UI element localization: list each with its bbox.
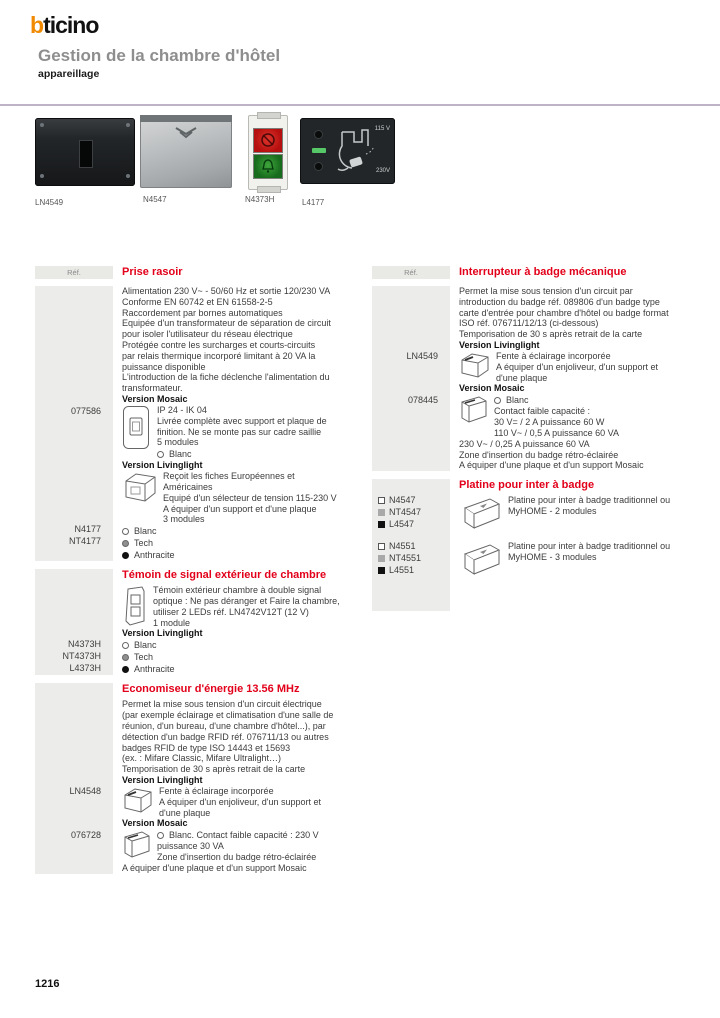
color-label: Tech bbox=[134, 651, 154, 662]
product-ref-label: N4373H bbox=[245, 195, 275, 204]
color-label: Blanc bbox=[169, 448, 192, 459]
product-photo-n4373h bbox=[245, 115, 288, 204]
badge-holder-photo bbox=[140, 115, 232, 188]
color-label: Blanc. Contact faible capacité : 230 V bbox=[169, 829, 319, 840]
finish-swatch-anthracite-icon bbox=[378, 521, 385, 528]
product-ref: 076728 bbox=[70, 830, 101, 841]
ref-column bbox=[35, 286, 113, 561]
variant-text: Platine pour inter à badge traditionnel ou MyHOME - 2 modules bbox=[508, 495, 671, 516]
livinglight-module-icon bbox=[122, 471, 158, 503]
color-option bbox=[122, 549, 351, 561]
badge-slot-module-icon bbox=[459, 351, 491, 379]
signal-module-icon bbox=[122, 585, 148, 627]
variant-text: Fente à éclairage incorporée A équiper d'un enjoliveur, d'un support et d'une plaque bbox=[496, 350, 659, 383]
product-photo-l4177 bbox=[300, 118, 395, 207]
platine-cover-icon bbox=[459, 495, 503, 531]
finish-swatch-tech-icon bbox=[378, 555, 385, 562]
product-ref: N4177 bbox=[74, 524, 101, 534]
product-ref: 078445 bbox=[407, 395, 438, 405]
description-text: Témoin extérieur chambre à double signal optique : Ne pas déranger et Faire la chambre, utiliser 2 LEDs réf. LN4742V12T (12 V) 1 module bbox=[153, 585, 340, 628]
product-photo-n4547 bbox=[140, 115, 232, 204]
version-heading: Version Livinglight bbox=[122, 628, 203, 639]
product-ref: NT4373H bbox=[62, 651, 101, 662]
color-option bbox=[122, 639, 351, 651]
page-subtitle: appareillage bbox=[38, 68, 100, 80]
product-ref: LN4549 bbox=[406, 351, 438, 361]
make-room-lens bbox=[253, 154, 283, 179]
badge-reader-photo bbox=[35, 118, 135, 186]
finish-swatch-anthracite-icon bbox=[378, 567, 385, 574]
product-ref: 077586 bbox=[70, 406, 101, 416]
voltage-label-bottom: 230V bbox=[375, 168, 390, 174]
version-heading: Version Livinglight bbox=[459, 339, 540, 350]
variant-text: Contact faible capacité : 30 V= / 2 A puissance 60 W 110 V~ / 0,5 A puissance 60 VA bbox=[494, 406, 620, 438]
color-option bbox=[122, 537, 351, 549]
page-title: Gestion de la chambre d'hôtel bbox=[38, 46, 281, 65]
finish-swatch-blanc-icon bbox=[378, 543, 385, 550]
ref-column bbox=[35, 569, 113, 675]
product-ref: NT4177 bbox=[68, 536, 101, 546]
ref-column bbox=[372, 479, 450, 611]
finish-swatch-tech-icon bbox=[378, 509, 385, 516]
version-heading: Version Mosaic bbox=[459, 383, 525, 394]
product-photo-row bbox=[0, 112, 720, 207]
variant-text: Fente à éclairage incorporée A équiper d'un enjoliveur, d'un support et d'une plaque bbox=[159, 785, 322, 818]
version-heading: Version Livinglight bbox=[122, 460, 203, 471]
product-ref: L4373H bbox=[69, 663, 101, 674]
color-swatch-tech-icon bbox=[122, 654, 129, 661]
header-divider bbox=[0, 104, 720, 106]
ref-column-header: Réf. bbox=[35, 266, 113, 279]
bell-icon bbox=[254, 155, 282, 178]
section-title-platine: Platine pour inter à badge bbox=[459, 479, 595, 492]
product-ref: N4373H bbox=[67, 639, 101, 650]
badge-slot-module-icon bbox=[122, 786, 154, 814]
variant-text: Reçoit les fiches Européennes et Américaines Equipé d'un sélecteur de tension 115-230 V A équiper d'un support et d'une plaque 3 modules bbox=[163, 471, 337, 525]
variant-text: Platine pour inter à badge traditionnel ou MyHOME - 3 modules bbox=[508, 541, 671, 562]
product-ref: LN4548 bbox=[69, 786, 101, 797]
color-label: Blanc bbox=[506, 394, 529, 405]
color-option bbox=[494, 394, 688, 406]
color-swatch-blanc-icon bbox=[122, 528, 129, 535]
finish-swatch-blanc-icon bbox=[378, 497, 385, 504]
color-option bbox=[122, 651, 351, 663]
shaver-socket-photo bbox=[300, 118, 395, 184]
chevron-mark-icon bbox=[174, 127, 198, 139]
color-label: Anthracite bbox=[134, 663, 175, 674]
description-text: Permet la mise sous tension d'un circuit par introduction du badge réf. 089806 d'un badge type carte d'entrée pour chambre d'hôtel ou badge format ISO réf. 076711/12/13 (ci-dessous) Temporisation de 30 s après retrait de la carte bbox=[459, 286, 669, 340]
no-disturb-icon bbox=[254, 129, 282, 152]
logo-rest: ticino bbox=[43, 12, 99, 38]
product-ref: L4551 bbox=[389, 565, 415, 576]
version-heading: Version Livinglight bbox=[122, 774, 203, 785]
bticino-logo bbox=[30, 12, 98, 39]
section-title-economiseur: Economiseur d'énergie 13.56 MHz bbox=[122, 683, 300, 696]
product-photo-ln4549 bbox=[35, 118, 135, 207]
color-label: Tech bbox=[134, 537, 154, 548]
color-swatch-blanc-icon bbox=[157, 451, 164, 458]
color-swatch-blanc-icon bbox=[157, 832, 164, 839]
color-label: Blanc bbox=[134, 639, 157, 650]
right-column bbox=[372, 266, 697, 619]
section-interrupteur bbox=[372, 286, 697, 471]
variant-text: IP 24 - IK 04 Livrée complète avec support et plaque de finition. Ne se monte pas sur cadre saillie 5 modules bbox=[157, 404, 327, 448]
section-platine bbox=[372, 479, 697, 611]
variant-text: A équiper d'une plaque et d'un support Mosaic bbox=[122, 862, 307, 873]
ref-column bbox=[372, 286, 450, 471]
color-option bbox=[122, 663, 351, 675]
product-ref-label: L4177 bbox=[302, 198, 325, 207]
version-heading: Version Mosaic bbox=[122, 818, 188, 829]
section-title-temoin: Témoin de signal extérieur de chambre bbox=[122, 569, 327, 582]
product-ref: N4551 bbox=[389, 541, 416, 552]
voltage-label-top: 115 V bbox=[374, 126, 390, 132]
section-economiseur bbox=[35, 683, 360, 873]
color-swatch-anthracite-icon bbox=[122, 666, 129, 673]
description-text: Alimentation 230 V~ - 50/60 Hz et sortie 120/230 VA Conforme EN 60742 et EN 61558-2-5 Raccordement par bornes automatiques Equipée d'un transformateur de séparation de circuit pour isoler l'utilisateur du réseau électrique Protégée contre les surcharges et courts-circuits par relais thermique incorporé limitant à 20 VA la puissance disponible L'introduction de la fiche déclenche l'alimentation du transformateur. bbox=[122, 286, 331, 394]
color-option bbox=[157, 448, 351, 460]
product-ref-label: N4547 bbox=[143, 195, 167, 204]
product-ref: NT4551 bbox=[389, 553, 422, 564]
variant-text: puissance 30 VA Zone d'insertion du badge rétro-éclairée bbox=[157, 841, 317, 863]
variant-text: 230 V~ / 0,25 A puissance 60 VA Zone d'insertion du badge rétro-éclairée A équiper d'une plaque et d'un support Mosaic bbox=[459, 438, 644, 471]
shaver-cord-art-icon bbox=[332, 124, 380, 178]
do-not-disturb-lens bbox=[253, 128, 283, 153]
ref-column-header: Réf. bbox=[372, 266, 450, 279]
description-text: Permet la mise sous tension d'un circuit électrique (par exemple éclairage et climatisation d'une salle de réunion, d'un bureau, d'une chambre d'hôtel...), par détection d'un badge RFID réf. 076711/13 ou autres badges RFID de type ISO 14443 et 15693 (ex. : Mifare Classic, Mifare Ultralight…) Temporisation de 30 s après retrait de la carte bbox=[122, 699, 334, 775]
ref-column bbox=[35, 683, 113, 873]
mosaic-badge-module-icon bbox=[122, 829, 152, 859]
color-swatch-tech-icon bbox=[122, 540, 129, 547]
product-ref: L4547 bbox=[389, 519, 415, 530]
section-title-interrupteur: Interrupteur à badge mécanique bbox=[459, 266, 627, 278]
logo-b: b bbox=[30, 12, 44, 38]
product-ref: N4547 bbox=[389, 495, 416, 506]
left-column bbox=[35, 266, 360, 882]
page-number: 1216 bbox=[35, 978, 60, 990]
product-ref-label: LN4549 bbox=[35, 198, 64, 207]
mosaic-badge-module-icon bbox=[459, 394, 489, 424]
color-label: Anthracite bbox=[134, 549, 175, 560]
led-indicator bbox=[312, 148, 326, 153]
color-swatch-blanc-icon bbox=[494, 397, 501, 404]
section-title-prise-rasoir: Prise rasoir bbox=[122, 266, 183, 278]
color-option bbox=[157, 829, 351, 841]
product-ref: NT4547 bbox=[389, 507, 422, 518]
room-signal-photo bbox=[248, 115, 288, 190]
mosaic-plate-icon bbox=[122, 405, 152, 451]
section-temoin bbox=[35, 569, 360, 675]
section-prise-rasoir bbox=[35, 286, 360, 561]
color-option bbox=[122, 525, 351, 537]
version-heading: Version Mosaic bbox=[122, 393, 188, 404]
color-label: Blanc bbox=[134, 525, 157, 536]
color-swatch-anthracite-icon bbox=[122, 552, 129, 559]
color-swatch-blanc-icon bbox=[122, 642, 129, 649]
platine-cover-icon bbox=[459, 541, 503, 577]
